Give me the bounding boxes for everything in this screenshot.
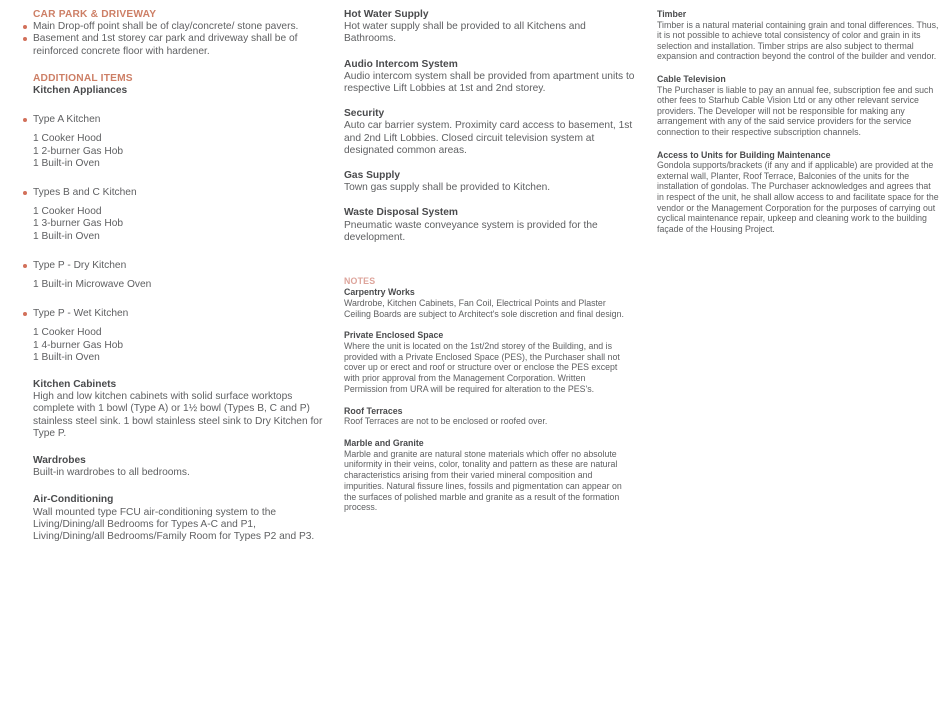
kitchen-item: 1 Built-in Oven [33,230,100,242]
bullet-icon [23,25,27,29]
section-body: Built-in wardrobes to all bedrooms. [33,467,190,479]
section-title: Hot Water Supply [344,9,429,20]
section-waste-disposal [344,207,638,244]
section-title: Waste Disposal System [344,207,458,219]
kitchen-items-list [33,206,330,243]
kitchen-type-label: Type P - Wet Kitchen [33,308,129,320]
section-hot-water-supply [344,9,638,46]
section-body: Pneumatic waste conveyance system is provided for the development. [344,219,598,243]
section-title: Kitchen Cabinets [33,379,117,391]
middle-column [344,9,638,524]
kitchen-item: 1 Built-in Oven [33,351,100,363]
section-title: Cable Television [657,73,726,84]
section-title: Carpentry Works [344,287,415,298]
bullet-text: Basement and 1st storey car park and driveway shall be of reinforced concrete floor with hardener. [33,33,298,57]
section-title: Security [344,108,385,120]
section-body: Roof Terraces are not to be enclosed or roofed over. [344,416,548,427]
section-title: Gas Supply [344,170,401,182]
kitchen-item: 1 Built-in Oven [33,157,100,169]
kitchen-type-label: Type A Kitchen [33,114,101,126]
kitchen-item: 1 Built-in Microwave Oven [33,279,152,291]
section-title: Private Enclosed Space [344,330,444,341]
section-title: Audio Intercom System [344,58,458,70]
section-body: Town gas supply shall be provided to Kitchen. [344,182,551,194]
bullet-icon [23,191,27,195]
section-body: Wardrobe, Kitchen Cabinets, Fan Coil, Electrical Points and Plaster Ceiling Boards are subject to Architect's sole discretion and final design. [344,297,624,319]
section-body: Where the unit is located on the 1st/2nd storey of the Building, and is provided with a Private Enclosed Space (PES), the Purchaser shall not cover up or erect and roof or structure over or enclose the PES except with prior approval from the Management Corporation. Written Permission from URA will be required for alteration to the PES's. [344,341,620,394]
section-security [344,108,638,157]
kitchen-type-label: Types B and C Kitchen [33,187,137,199]
kitchen-item: 1 Cooker Hood [33,206,102,218]
section-cable-television [657,74,939,138]
list-item [33,260,330,272]
list-item [33,308,330,320]
bullet-text: Main Drop-off point shall be of clay/concrete/ stone pavers. [33,21,299,33]
section-body: High and low kitchen cabinets with solid surface worktops complete with 1 bowl (Type A) or 1½ bowl (Types B, C and P) stainless steel sink. 1 bowl stainless steel sink to Dry Kitchen for Type P. [33,391,323,439]
section-kitchen-cabinets [33,379,330,440]
kitchen-item: 1 Cooker Hood [33,327,102,339]
carpark-category-heading: CAR PARK & DRIVEWAY [33,9,157,20]
section-title: Timber [657,9,687,19]
kitchen-items-list [33,327,330,364]
section-gas-supply [344,170,638,194]
list-item [33,187,330,199]
section-body: Hot water supply shall be provided to all Kitchens and Bathrooms. [344,21,586,45]
bullet-icon [23,312,27,316]
list-item [33,21,330,33]
section-title: Air-Conditioning [33,494,114,506]
list-item [33,114,330,126]
section-building-maintenance-access [657,150,939,235]
right-column [657,9,939,246]
bullet-icon [23,118,27,122]
kitchen-type-label: Type P - Dry Kitchen [33,259,127,271]
section-body: The Purchaser is liable to pay an annual fee, subscription fee and such other fees to Starhub Cable Vision Ltd or any other relevant service providers. The Developer will not be responsible for making any arrangement with any of the said service providers for the service connection to their respective subscription channels. [657,84,934,137]
list-item [33,33,330,57]
notes-block [344,275,638,513]
section-title: Access to Units for Building Maintenance [657,149,831,160]
section-audio-intercom [344,59,638,96]
section-body: Auto car barrier system. Proximity card access to basement, 1st and 2nd Lift Lobbies. Closed circuit television system at designated common areas. [344,120,633,156]
section-roof-terraces [344,406,624,427]
section-wardrobes [33,455,330,479]
section-timber [657,9,939,62]
section-body: Gondola supports/brackets (if any and if applicable) are provided at the external wall, Planter, Roof Terrace, Balconies of the units for the installation of gondolas. The Purchaser acknowledges and agrees that in respect of the unit, he shall allow access to and facilitate space for the vendor or the Management Corporation for the purposes of carrying out cyclical maintenance repair, upkeep and cleaning work to the building façade of the Housing Project. [657,160,939,234]
section-carpentry-works [344,287,624,319]
section-marble-and-granite [344,438,624,513]
section-air-conditioning [33,494,330,543]
kitchen-items-list [33,279,330,291]
kitchen-items-list [33,133,330,170]
section-body: Audio intercom system shall be provided from apartment units to respective Lift Lobbies at 1st and 2nd storey. [344,70,635,95]
section-body: Marble and granite are natural stone materials which offer no absolute uniformity in their veins, color, tonality and pattern as these are natural characteristics arising from their varied mineral composition and impurities. Natural fissure lines, fossils and pigmentation can appear on the surfaces of polished marble and granite as a result of the formation process. [344,448,622,513]
bullet-icon [23,37,27,41]
section-title: Marble and Granite [344,437,424,448]
section-body: Timber is a natural material containing grain and tonal differences. Thus, it is not possible to achieve total consistency of color and grain in its selection and installation. Timber strips are also subject to thermal expansion and contraction beyond the control of the builder and vendor. [657,19,939,62]
notes-category-heading: NOTES [344,276,376,287]
left-column [22,9,330,543]
kitchen-item: 1 Cooker Hood [33,133,102,145]
section-title: Roof Terraces [344,405,403,416]
section-title: Wardrobes [33,455,86,467]
kitchen-item: 1 2-burner Gas Hob [33,145,124,157]
section-body: Wall mounted type FCU air-conditioning system to the Living/Dining/all Bedrooms for Types A-C and P1, Living/Dining/all Bedrooms/Family Room for Types P2 and P3. [33,506,315,543]
kitchen-item: 1 3-burner Gas Hob [33,218,124,230]
additional-items-category-heading: ADDITIONAL ITEMS [33,72,133,84]
bullet-icon [23,264,27,268]
kitchen-appliances-subheading: Kitchen Appliances [33,85,128,97]
section-private-enclosed-space [344,330,624,394]
kitchen-item: 1 4-burner Gas Hob [33,339,124,351]
